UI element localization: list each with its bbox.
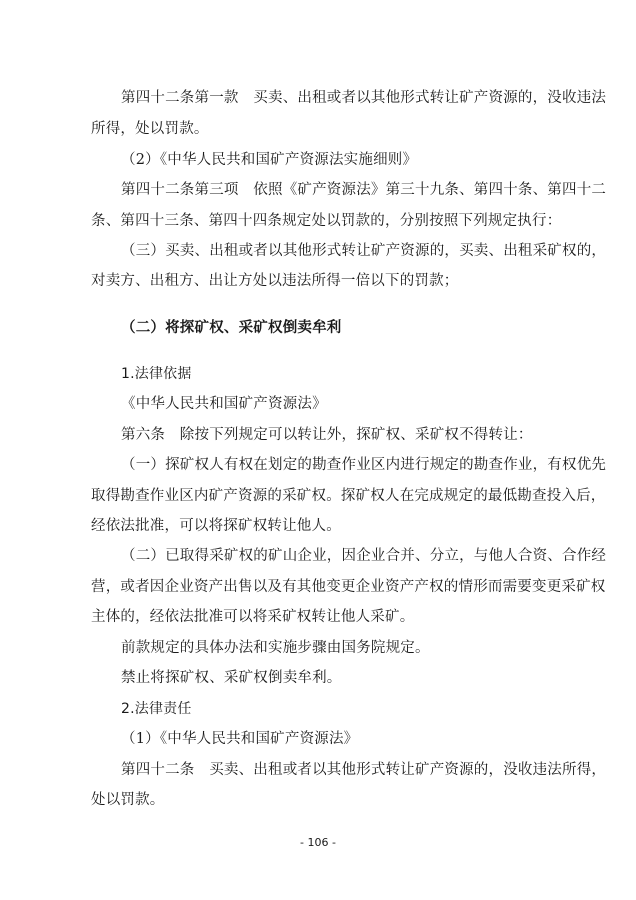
paragraph-line: 营，或者因企业资产出售以及有其他变更企业资产产权的情形而需要变更采矿权: [91, 579, 606, 595]
paragraph-line: （2）《中华人民共和国矿产资源法实施细则》: [121, 152, 418, 168]
paragraph-line: 《中华人民共和国矿产资源法》: [121, 396, 327, 412]
paragraph-line: 条、第四十三条、第四十四条规定处以罚款的，分别按照下列规定执行：: [91, 213, 562, 229]
paragraph-line: 所得，处以罚款。: [91, 121, 209, 137]
paragraph-line: 第六条 除按下列规定可以转让外，探矿权、采矿权不得转让：: [121, 427, 533, 443]
subsection-heading: 1.法律依据: [121, 366, 192, 382]
section-heading: （二）将探矿权、采矿权倒卖牟利: [121, 320, 342, 336]
paragraph-line: 处以罚款。: [91, 792, 165, 808]
paragraph-line: 第四十二条第三项 依照《矿产资源法》第三十九条、第四十条、第四十二: [121, 182, 607, 198]
paragraph-line: 禁止将探矿权、采矿权倒卖牟利。: [121, 670, 342, 686]
paragraph-line: 前款规定的具体办法和实施步骤由国务院规定。: [121, 640, 430, 656]
paragraph-line: （一）探矿权人有权在划定的勘查作业区内进行规定的勘查作业，有权优先: [121, 457, 607, 473]
paragraph-line: （二）已取得采矿权的矿山企业，因企业合并、分立，与他人合资、合作经: [121, 548, 607, 564]
paragraph-line: 取得勘查作业区内矿产资源的采矿权。探矿权人在完成规定的最低勘查投入后，: [91, 488, 606, 504]
page-number: - 106 -: [300, 836, 336, 849]
paragraph-line: （三）买卖、出租或者以其他形式转让矿产资源的，买卖、出租采矿权的，: [121, 243, 607, 259]
paragraph-line: 第四十二条第一款 买卖、出租或者以其他形式转让矿产资源的，没收违法: [121, 90, 607, 106]
paragraph-line: 第四十二条 买卖、出租或者以其他形式转让矿产资源的，没收违法所得，: [121, 762, 607, 778]
paragraph-line: （1）《中华人民共和国矿产资源法》: [121, 731, 359, 747]
paragraph-line: 主体的，经依法批准可以将采矿权转让他人采矿。: [91, 609, 415, 625]
paragraph-line: 对卖方、出租方、出让方处以违法所得一倍以下的罚款；: [91, 273, 459, 289]
subsection-heading: 2.法律责任: [121, 701, 192, 717]
paragraph-line: 经依法批准，可以将探矿权转让他人。: [91, 518, 341, 534]
